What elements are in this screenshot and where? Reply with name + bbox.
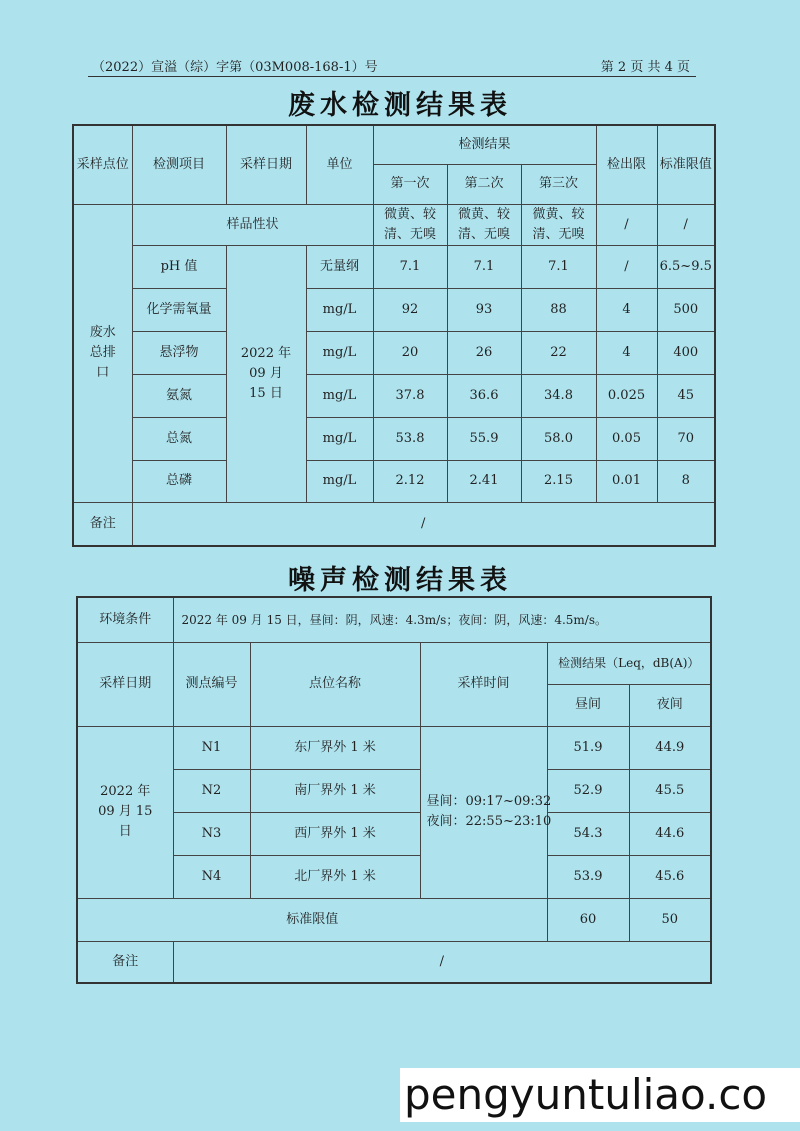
point-name: 东厂界外 1 米 <box>250 726 420 769</box>
result-3: 7.1 <box>521 245 596 288</box>
remark-value: / <box>173 941 711 983</box>
appearance-third: 微黄、较清、无嗅 <box>521 204 596 245</box>
header-limit: 检出限 <box>596 125 657 204</box>
header-item: 检测项目 <box>132 125 226 204</box>
sample-time-day: 昼间：09:17~09:32 <box>426 794 552 809</box>
point-name: 北厂界外 1 米 <box>250 855 420 898</box>
table-row <box>73 331 715 374</box>
point-name: 南厂界外 1 米 <box>250 769 420 812</box>
item-name: 悬浮物 <box>132 331 226 374</box>
result-2: 55.9 <box>447 417 521 460</box>
noise-table <box>76 596 712 984</box>
limit-label: 标准限值 <box>77 898 547 941</box>
sample-time-night: 夜间：22:55~23:10 <box>426 814 552 829</box>
noise-title: 噪声检测结果表 <box>288 565 512 596</box>
standard-limit: 500 <box>657 288 715 331</box>
detection-limit: 0.01 <box>596 460 657 502</box>
result-day: 54.3 <box>547 812 629 855</box>
point-code: N1 <box>173 726 250 769</box>
appearance-first: 微黄、较清、无嗅 <box>373 204 447 245</box>
header-results: 检测结果 <box>373 125 596 164</box>
header-date: 采样日期 <box>77 642 173 726</box>
remark-label: 备注 <box>73 502 132 546</box>
table-row <box>77 812 711 855</box>
detection-limit: 4 <box>596 331 657 374</box>
header-day: 昼间 <box>547 684 629 726</box>
sample-time <box>420 726 552 898</box>
table-row <box>73 460 715 502</box>
result-1: 53.8 <box>373 417 447 460</box>
remark-value: / <box>132 502 715 546</box>
table-row <box>77 769 711 812</box>
limit-day: 60 <box>547 898 629 941</box>
wastewater-title: 废水检测结果表 <box>288 90 512 121</box>
point-code: N4 <box>173 855 250 898</box>
header-unit: 单位 <box>306 125 373 204</box>
item-name: 总磷 <box>132 460 226 502</box>
point-name: 废水总排口 <box>73 204 132 502</box>
unit: mg/L <box>306 417 373 460</box>
header-time: 采样时间 <box>420 642 547 726</box>
standard-limit: 400 <box>657 331 715 374</box>
point-code: N3 <box>173 812 250 855</box>
header-point: 采样点位 <box>73 125 132 204</box>
result-2: 36.6 <box>447 374 521 417</box>
env-label: 环境条件 <box>77 597 173 642</box>
unit: mg/L <box>306 288 373 331</box>
standard-limit: 8 <box>657 460 715 502</box>
point-name: 西厂界外 1 米 <box>250 812 420 855</box>
unit: mg/L <box>306 460 373 502</box>
item-name: 氨氮 <box>132 374 226 417</box>
result-night: 44.9 <box>629 726 711 769</box>
header-standard: 标准限值 <box>657 125 715 204</box>
report-number: （2022）宣溢（综）字第（03M008-168-1）号 <box>92 60 378 75</box>
unit: mg/L <box>306 374 373 417</box>
header-night: 夜间 <box>629 684 711 726</box>
unit: mg/L <box>306 331 373 374</box>
header-third: 第三次 <box>521 164 596 204</box>
result-3: 22 <box>521 331 596 374</box>
detection-limit: / <box>596 245 657 288</box>
result-1: 7.1 <box>373 245 447 288</box>
sample-date: 2022 年 09 月 15 日 <box>77 726 173 898</box>
result-1: 20 <box>373 331 447 374</box>
result-3: 34.8 <box>521 374 596 417</box>
point-code: N2 <box>173 769 250 812</box>
header-first: 第一次 <box>373 164 447 204</box>
header-results: 检测结果（Leq，dB(A)） <box>547 642 711 684</box>
report-header <box>88 56 696 77</box>
table-row <box>73 288 715 331</box>
table-row <box>73 245 715 288</box>
table-row <box>77 855 711 898</box>
result-1: 37.8 <box>373 374 447 417</box>
result-day: 53.9 <box>547 855 629 898</box>
watermark-text: pengyuntuliao.co <box>400 1068 800 1122</box>
table-row <box>73 417 715 460</box>
result-day: 52.9 <box>547 769 629 812</box>
table-row <box>77 726 711 769</box>
item-name: 总氮 <box>132 417 226 460</box>
result-2: 7.1 <box>447 245 521 288</box>
remark-label: 备注 <box>77 941 173 983</box>
sample-date: 2022 年 09 月 15 日 <box>226 245 306 502</box>
page-info: 第 2 页 共 4 页 <box>600 60 690 75</box>
appearance-label: 样品性状 <box>132 204 373 245</box>
header-second: 第二次 <box>447 164 521 204</box>
appearance-limit: / <box>596 204 657 245</box>
result-2: 26 <box>447 331 521 374</box>
result-1: 2.12 <box>373 460 447 502</box>
result-2: 93 <box>447 288 521 331</box>
detection-limit: 0.025 <box>596 374 657 417</box>
result-night: 45.6 <box>629 855 711 898</box>
result-3: 2.15 <box>521 460 596 502</box>
header-code: 测点编号 <box>173 642 250 726</box>
appearance-standard: / <box>657 204 715 245</box>
result-3: 88 <box>521 288 596 331</box>
detection-limit: 4 <box>596 288 657 331</box>
item-name: pH 值 <box>132 245 226 288</box>
header-name: 点位名称 <box>250 642 420 726</box>
header-date: 采样日期 <box>226 125 306 204</box>
standard-limit: 70 <box>657 417 715 460</box>
result-night: 45.5 <box>629 769 711 812</box>
item-name: 化学需氧量 <box>132 288 226 331</box>
standard-limit: 45 <box>657 374 715 417</box>
result-day: 51.9 <box>547 726 629 769</box>
result-3: 58.0 <box>521 417 596 460</box>
table-row <box>73 374 715 417</box>
standard-limit: 6.5~9.5 <box>657 245 715 288</box>
appearance-second: 微黄、较清、无嗅 <box>447 204 521 245</box>
limit-night: 50 <box>629 898 711 941</box>
unit: 无量纲 <box>306 245 373 288</box>
result-night: 44.6 <box>629 812 711 855</box>
env-value: 2022 年 09 月 15 日，昼间：阴，风速：4.3m/s；夜间：阴，风速：4.5m/s。 <box>173 597 711 642</box>
result-1: 92 <box>373 288 447 331</box>
detection-limit: 0.05 <box>596 417 657 460</box>
wastewater-table <box>72 124 716 547</box>
result-2: 2.41 <box>447 460 521 502</box>
